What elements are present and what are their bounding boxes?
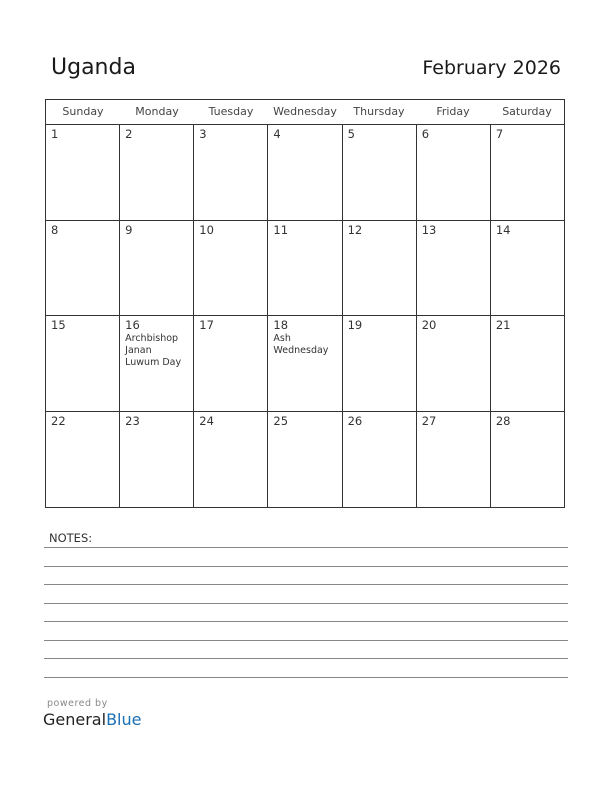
- weekday-saturday: Saturday: [502, 105, 552, 118]
- note-line: [44, 677, 568, 678]
- day-number: 27: [421, 413, 437, 428]
- day-number: 22: [51, 413, 66, 428]
- day-number: 15: [51, 318, 66, 332]
- note-line: [44, 640, 568, 641]
- day-number: 28: [495, 413, 511, 428]
- day-number: 20: [421, 318, 437, 332]
- day-number: 9: [125, 222, 133, 237]
- day-cell[interactable]: [343, 316, 417, 411]
- day-number: 10: [199, 222, 214, 237]
- day-cell[interactable]: [417, 412, 491, 508]
- day-cell[interactable]: [417, 316, 491, 411]
- day-cell[interactable]: [194, 125, 268, 220]
- holiday-label: Ash Wednesday: [273, 333, 329, 356]
- day-cell[interactable]: [491, 412, 564, 508]
- weekday-sunday: Sunday: [62, 105, 104, 118]
- weekday-friday: Friday: [436, 105, 470, 118]
- day-cell[interactable]: [491, 221, 564, 316]
- day-number: 23: [125, 413, 140, 428]
- day-cell[interactable]: [343, 125, 417, 220]
- day-number: 7: [495, 127, 504, 141]
- day-number: 8: [51, 222, 59, 237]
- day-cell[interactable]: [268, 412, 342, 508]
- day-cell[interactable]: [46, 316, 120, 411]
- day-number: 26: [347, 413, 363, 428]
- day-number: 25: [273, 413, 289, 428]
- weekday-monday: Monday: [135, 105, 179, 118]
- holiday-label: Archbishop Janan Luwum Day: [125, 333, 182, 368]
- month-year: February 2026: [422, 57, 561, 79]
- weekday-header: [46, 100, 564, 125]
- note-line: [44, 547, 568, 548]
- day-cell[interactable]: [268, 221, 342, 316]
- note-line: [44, 566, 568, 567]
- week-row: [46, 316, 564, 412]
- day-cell[interactable]: [194, 412, 268, 508]
- day-number: 17: [199, 318, 214, 332]
- day-cell[interactable]: [491, 125, 564, 220]
- day-number: 11: [273, 222, 289, 237]
- day-number: 13: [421, 222, 437, 237]
- brand-logo[interactable]: [43, 710, 141, 729]
- day-number: 19: [347, 318, 363, 332]
- day-number: 18: [273, 318, 289, 332]
- brand-blue: Blue: [106, 710, 142, 729]
- note-line: [44, 584, 568, 585]
- day-number: 5: [347, 127, 355, 141]
- day-number: 21: [495, 318, 511, 332]
- day-number: 2: [125, 127, 133, 141]
- week-row: [46, 125, 564, 221]
- day-number: 14: [495, 222, 511, 237]
- calendar-grid: [45, 99, 565, 508]
- brand-general: General: [43, 710, 107, 729]
- day-number: 6: [421, 127, 430, 141]
- weekday-tuesday: Tuesday: [208, 105, 254, 118]
- day-cell[interactable]: [417, 221, 491, 316]
- day-number: 1: [51, 127, 59, 141]
- day-cell[interactable]: [343, 412, 417, 508]
- day-cell[interactable]: [491, 316, 564, 411]
- day-cell[interactable]: [268, 125, 342, 220]
- day-cell[interactable]: [194, 316, 268, 411]
- day-cell[interactable]: [120, 125, 194, 220]
- note-line: [44, 603, 568, 604]
- day-cell[interactable]: [194, 221, 268, 316]
- week-row: [46, 412, 564, 508]
- note-line: [44, 621, 568, 622]
- day-cell[interactable]: [120, 412, 194, 508]
- page-title: Uganda: [51, 55, 136, 80]
- day-number: 4: [273, 127, 281, 141]
- day-cell[interactable]: [46, 412, 120, 508]
- day-cell[interactable]: [46, 221, 120, 316]
- day-cell[interactable]: [343, 221, 417, 316]
- day-cell[interactable]: [46, 125, 120, 220]
- day-cell[interactable]: [120, 316, 194, 411]
- day-number: 3: [199, 127, 207, 141]
- weekday-wednesday: Wednesday: [273, 105, 337, 118]
- day-cell[interactable]: [120, 221, 194, 316]
- week-row: [46, 221, 564, 317]
- day-number: 12: [347, 222, 363, 237]
- weekday-thursday: Thursday: [353, 105, 405, 118]
- note-line: [44, 658, 568, 659]
- day-cell[interactable]: [268, 316, 342, 411]
- notes-label: NOTES:: [49, 531, 93, 545]
- day-cell[interactable]: [417, 125, 491, 220]
- day-number: 16: [125, 318, 140, 332]
- powered-by-text: powered by: [47, 698, 108, 709]
- day-number: 24: [199, 413, 214, 428]
